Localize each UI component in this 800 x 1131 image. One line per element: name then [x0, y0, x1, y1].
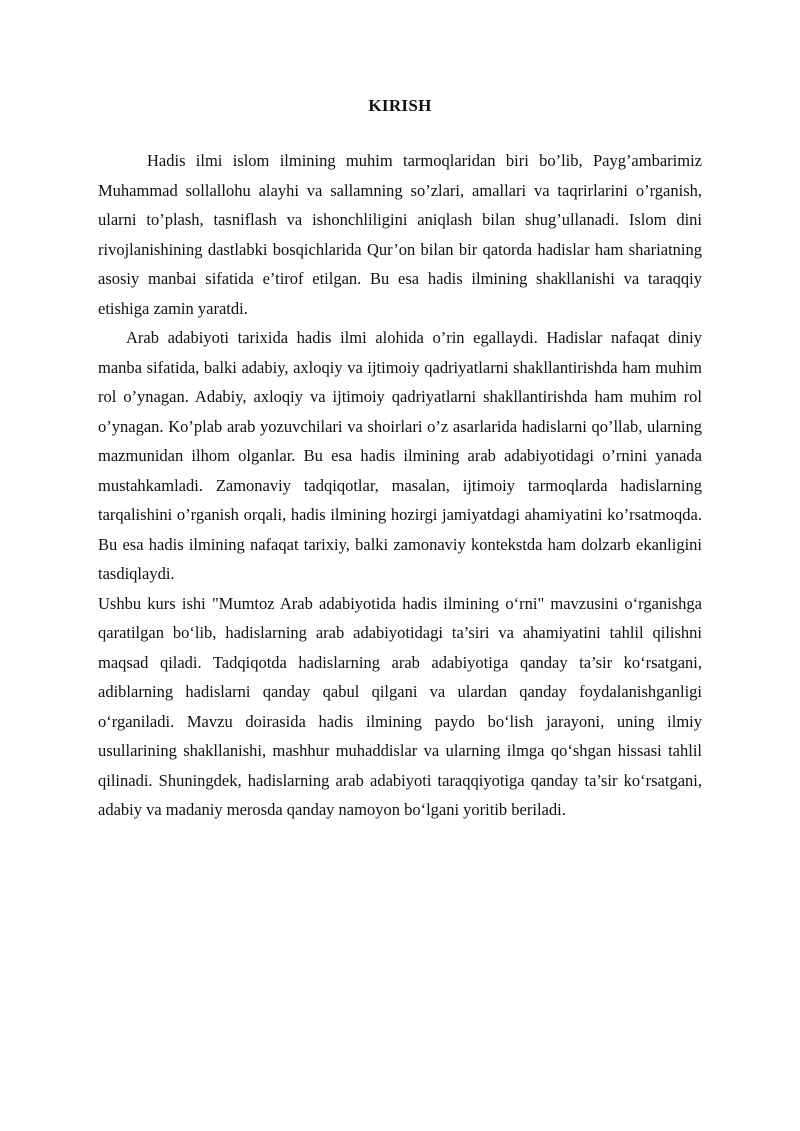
page-title: KIRISH: [368, 96, 432, 115]
paragraph-arab-literature: Arab adabiyoti tarixida hadis ilmi alohida o’rin egallaydi. Hadislar nafaqat diniy manba sifatida, balki adabiy, axloqiy va ijtimoiy qadriyatlarni shakllantirishda ham muhim rol o’ynagan. Adabiy, axloqiy va ijtimoiy qadriyatlarni shakllantirishda ham muhim rol o’ynagan. Ko’plab arab yozuvchilari va shoirlari o’z asarlarida hadislarni qo’llab, ularning mazmunidan ilhom olganlar. Bu esa hadis ilmining arab adabiyotidagi o’rnini yanada mustahkamladi. Zamonaviy tadqiqotlar, masalan, ijtimoiy tarmoqlarda hadislarning tarqalishini o’rganish orqali, hadis ilmining hozirgi jamiyatdagi ahamiyatini ko’rsatmoqda. Bu esa hadis ilmining nafaqat tarixiy, balki zamonaviy kontekstda ham dolzarb ekanligini tasdiqlaydi.: [98, 328, 702, 583]
document-body: [98, 146, 702, 825]
paragraph-intro: Hadis ilmi islom ilmining muhim tarmoqlaridan biri bo’lib, Payg’ambarimiz Muhammad sollallohu alayhi va sallamning so’zlari, amallari va taqrirlarini o’rganish, ularni to’plash, tasniflash va ishonchliligini aniqlash bilan shug’ullanadi. Islom dini rivojlanishining dastlabki bosqichlarida Qur’on bilan bir qatorda hadislar ham shariatning asosiy manbai sifatida e’tirof etilgan. Bu esa hadis ilmining shakllanishi va taraqqiy etishiga zamin yaratdi.: [98, 151, 702, 318]
paragraph-course-purpose: Ushbu kurs ishi "Mumtoz Arab adabiyotida hadis ilmining o‘rni" mavzusini o‘rganishga qaratilgan bo‘lib, hadislarning arab adabiyotidagi ta’siri va ahamiyatini tahlil qilishni maqsad qiladi. Tadqiqotda hadislarning arab adabiyotiga qanday ta’sir ko‘rsatgani, adiblarning hadislarni qanday qabul qilgani va ulardan qanday foydalanishganligi o‘rganiladi. Mavzu doirasida hadis ilmining paydo bo‘lish jarayoni, uning ilmiy usullarining shakllanishi, mashhur muhaddislar va ularning ilmga qo‘shgan hissasi tahlil qilinadi. Shuningdek, hadislarning arab adabiyoti taraqqiyotiga qanday ta’sir ko‘rsatgani, adabiy va madaniy merosda qanday namoyon bo‘lgani yoritib beriladi.: [98, 593, 702, 819]
